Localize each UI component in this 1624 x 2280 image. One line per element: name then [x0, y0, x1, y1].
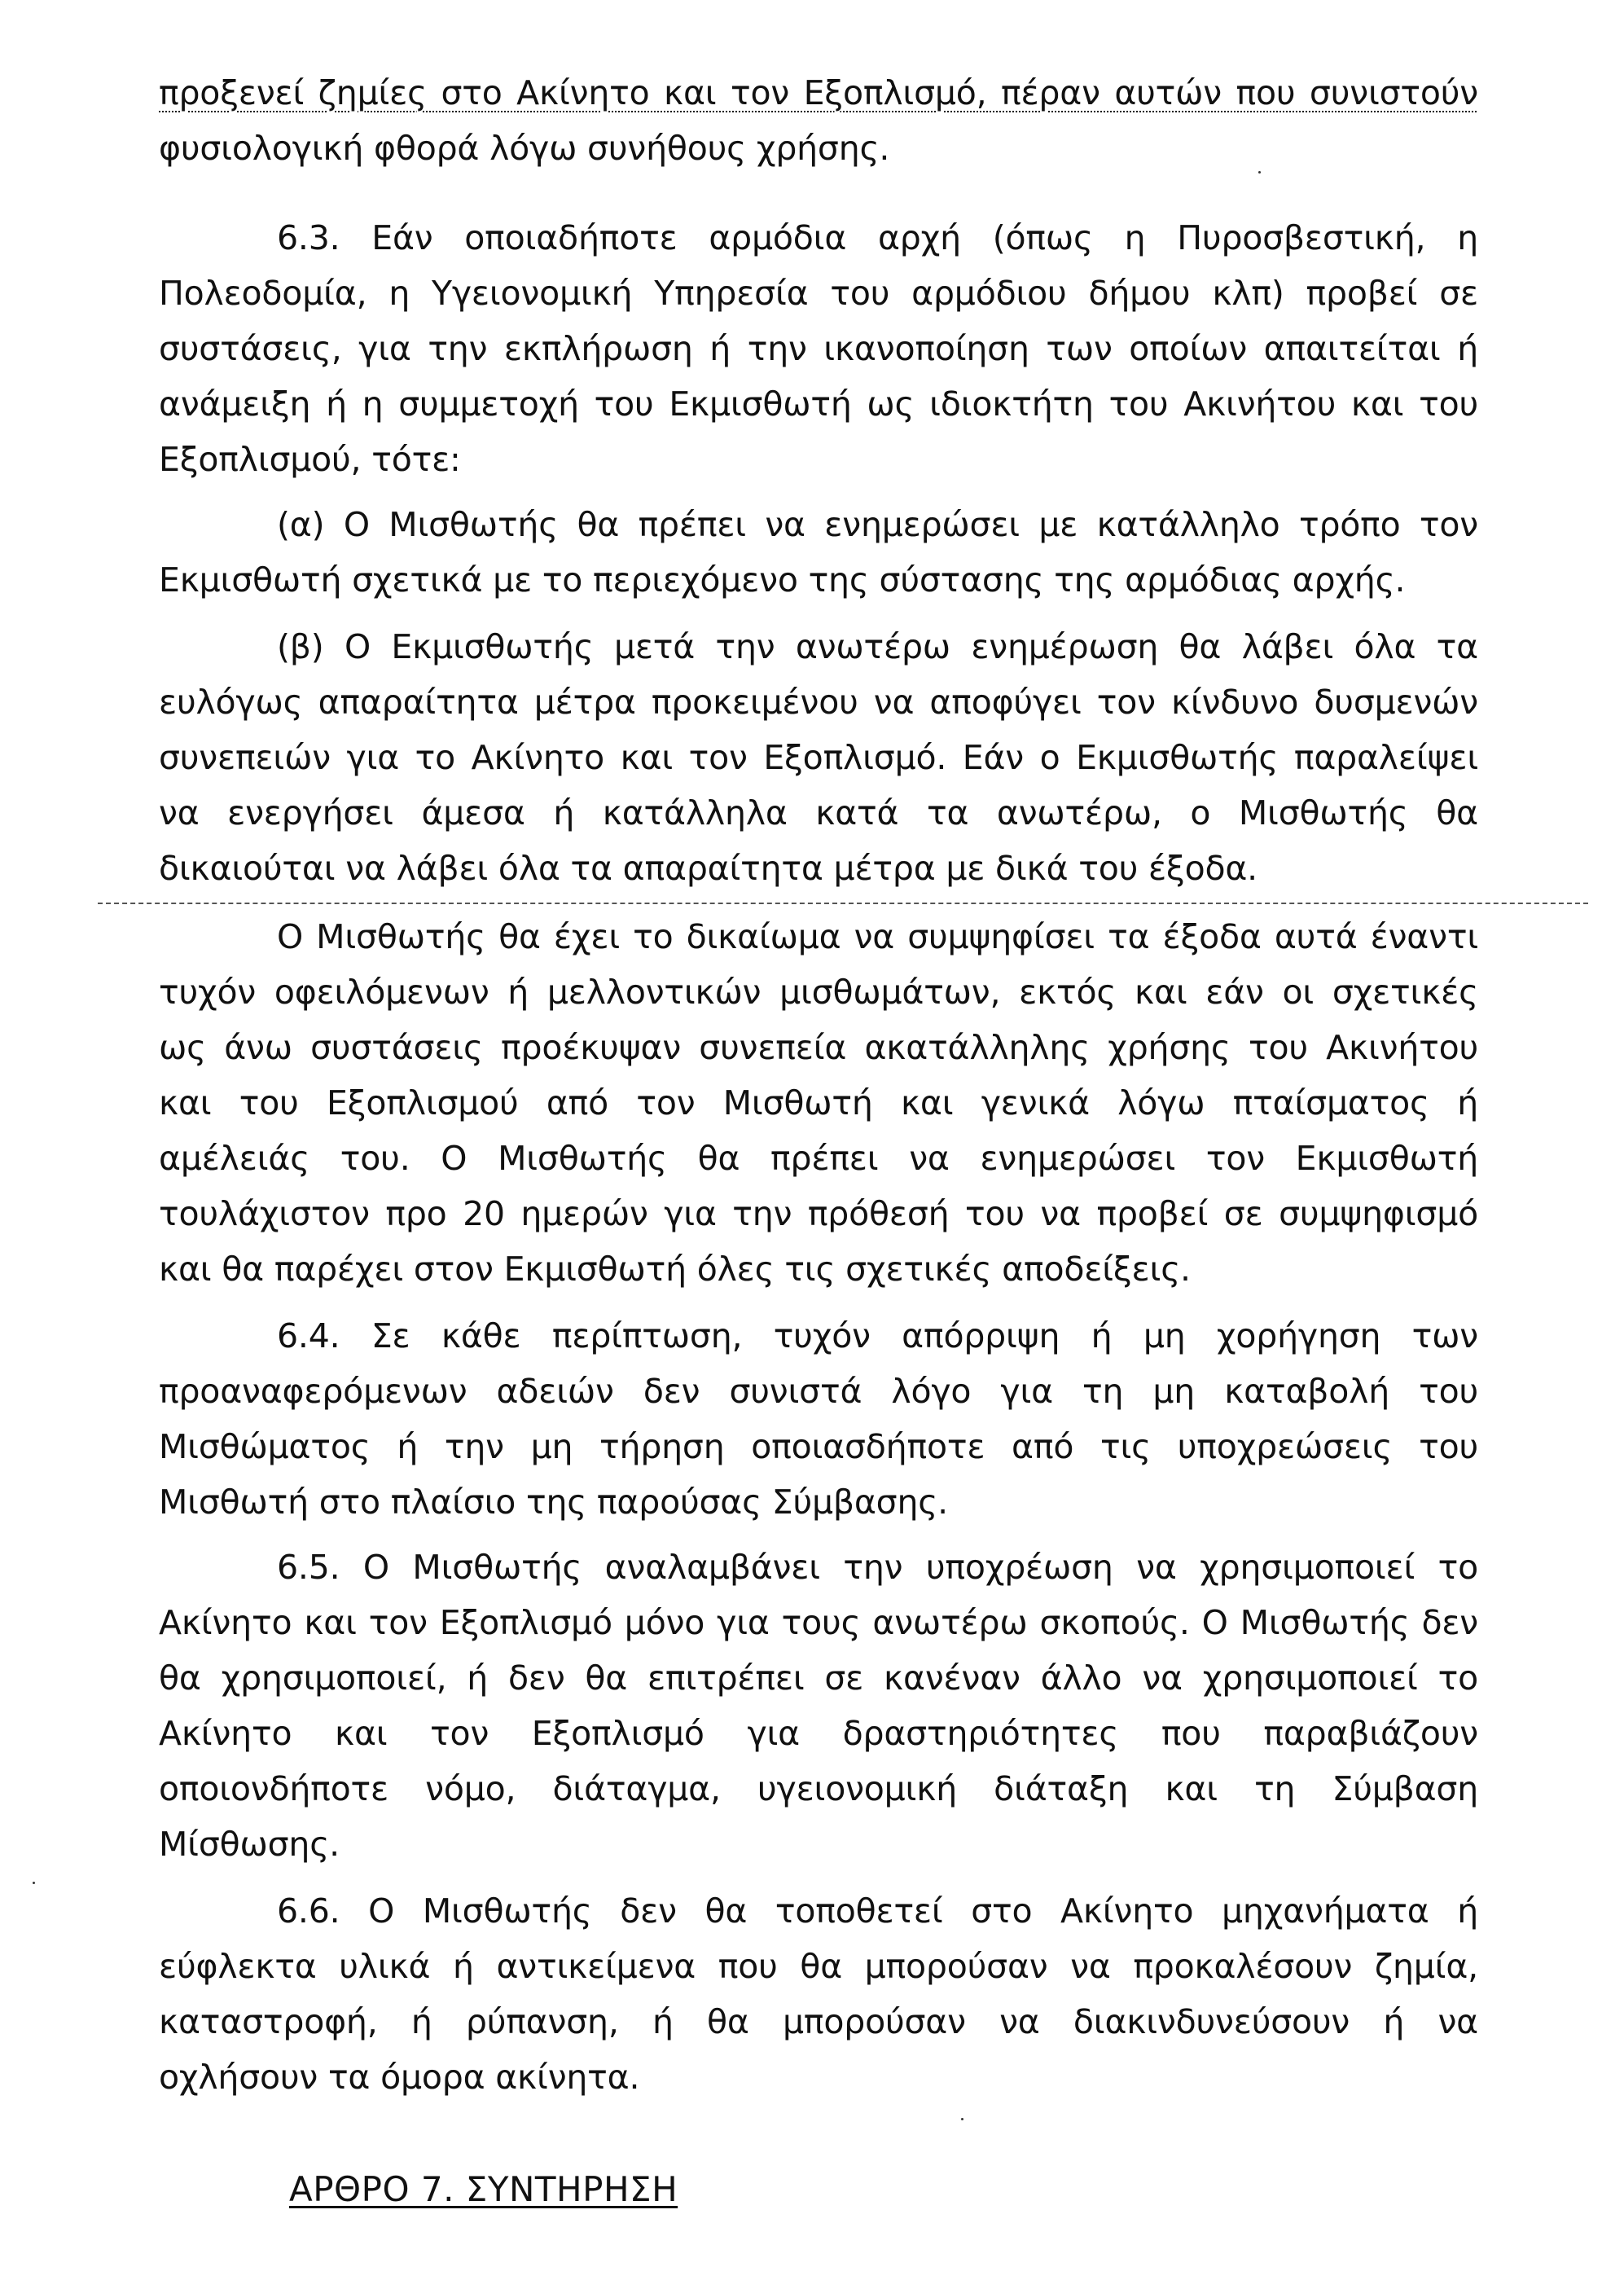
clause-6-6-line: 6.6. Ο Μισθωτής δεν θα τοποθετεί στο Ακίνητο μηχανήματα ή	[277, 1891, 1478, 1931]
text-line: ευλόγως απαραίτητα μέτρα προκειμένου να αποφύγει τον κίνδυνο δυσμενών	[159, 683, 1478, 722]
text-line: φυσιολογική φθορά λόγω συνήθους χρήσης.	[159, 129, 890, 168]
text-line: Μισθωτή στο πλαίσιο της παρούσας Σύμβασης.	[159, 1483, 948, 1522]
text-line: προαναφερόμενων αδειών δεν συνιστά λόγο για τη μη καταβολή του	[159, 1372, 1478, 1411]
text-line: δικαιούται να λάβει όλα τα απαραίτητα μέτρα με δικά του έξοδα.	[159, 849, 1258, 888]
text-line: Ακίνητο και τον Εξοπλισμό μόνο για τους ανωτέρω σκοπούς. Ο Μισθωτής δεν	[159, 1603, 1478, 1642]
clause-6-5-line: 6.5. Ο Μισθωτής αναλαμβάνει την υποχρέωση να χρησιμοποιεί το	[277, 1548, 1478, 1587]
text-line: ανάμειξη ή η συμμετοχή του Εκμισθωτή ως ιδιοκτήτη του Ακινήτου και του	[159, 384, 1478, 424]
text-line: θα χρησιμοποιεί, ή δεν θα επιτρέπει σε κανέναν άλλο να χρησιμοποιεί το	[159, 1658, 1478, 1698]
text-line: προξενεί ζημίες στο Ακίνητο και τον Εξοπλισμό, πέραν αυτών που συνιστούν	[159, 73, 1478, 112]
text-line: συνεπειών για το Ακίνητο και τον Εξοπλισμό. Εάν ο Εκμισθωτής παραλείψει	[159, 738, 1478, 777]
text-line: καταστροφή, ή ρύπανση, ή θα μπορούσαν να διακινδυνεύσουν ή να	[159, 2002, 1478, 2041]
text-line: Μίσθωσης.	[159, 1825, 340, 1864]
scan-speck	[33, 1882, 35, 1884]
text-line: Εκμισθωτή σχετικά με το περιεχόμενο της σύστασης της αρμόδιας αρχής.	[159, 560, 1406, 600]
article-7-heading: ΑΡΘΡΟ 7. ΣΥΝΤΗΡΗΣΗ	[289, 2169, 678, 2209]
text-line: Πολεοδομία, η Υγειονομική Υπηρεσία του αρμόδιου δήμου κλπ) προβεί σε	[159, 274, 1478, 313]
text-line: να ενεργήσει άμεσα ή κατάλληλα κατά τα ανωτέρω, ο Μισθωτής θα	[159, 793, 1478, 832]
text-line: οχλήσουν τα όμορα ακίνητα.	[159, 2058, 640, 2097]
text-line: συστάσεις, για την εκπλήρωση ή την ικανοποίηση των οποίων απαιτείται ή	[159, 329, 1478, 368]
text-line: εύφλεκτα υλικά ή αντικείμενα που θα μπορούσαν να προκαλέσουν ζημία,	[159, 1947, 1478, 1986]
text-line: τουλάχιστον προ 20 ημερών για την πρόθεσή του να προβεί σε συμψηφισμό	[159, 1194, 1478, 1233]
text-line: αμέλειάς του. Ο Μισθωτής θα πρέπει να ενημερώσει τον Εκμισθωτή	[159, 1139, 1478, 1178]
text-line: τυχόν οφειλόμενων ή μελλοντικών μισθωμάτων, εκτός και εάν οι σχετικές	[159, 973, 1478, 1012]
scan-artifact-dashed-line	[98, 903, 1588, 904]
clause-6-4-line: 6.4. Σε κάθε περίπτωση, τυχόν απόρριψη ή μη χορήγηση των	[277, 1316, 1478, 1355]
text-line: Ακίνητο και τον Εξοπλισμό για δραστηριότητες που παραβιάζουν	[159, 1714, 1478, 1753]
clause-6-3-line: 6.3. Εάν οποιαδήποτε αρμόδια αρχή (όπως η Πυροσβεστική, η	[277, 218, 1478, 257]
clause-6-3-b-line: (β) Ο Εκμισθωτής μετά την ανωτέρω ενημέρωση θα λάβει όλα τα	[277, 627, 1478, 666]
scan-speck	[1258, 171, 1261, 174]
clause-6-3-a-line: (α) Ο Μισθωτής θα πρέπει να ενημερώσει με κατάλληλο τρόπο τον	[277, 505, 1478, 544]
text-line: Εξοπλισμού, τότε:	[159, 440, 461, 479]
text-line: οποιονδήποτε νόμο, διάταγμα, υγειονομική διάταξη και τη Σύμβαση	[159, 1769, 1478, 1808]
text-line: και του Εξοπλισμού από τον Μισθωτή και γενικά λόγω πταίσματος ή	[159, 1083, 1478, 1122]
text-line: και θα παρέχει στον Εκμισθωτή όλες τις σχετικές αποδείξεις.	[159, 1250, 1191, 1289]
text-line: Μισθώματος ή την μη τήρηση οποιασδήποτε από τις υποχρεώσεις του	[159, 1427, 1478, 1466]
scan-speck	[961, 2118, 963, 2120]
offset-paragraph-line: Ο Μισθωτής θα έχει το δικαίωμα να συμψηφίσει τα έξοδα αυτά έναντι	[277, 917, 1478, 956]
text-line: ως άνω συστάσεις προέκυψαν συνεπεία ακατάλληλης χρήσης του Ακινήτου	[159, 1028, 1478, 1067]
